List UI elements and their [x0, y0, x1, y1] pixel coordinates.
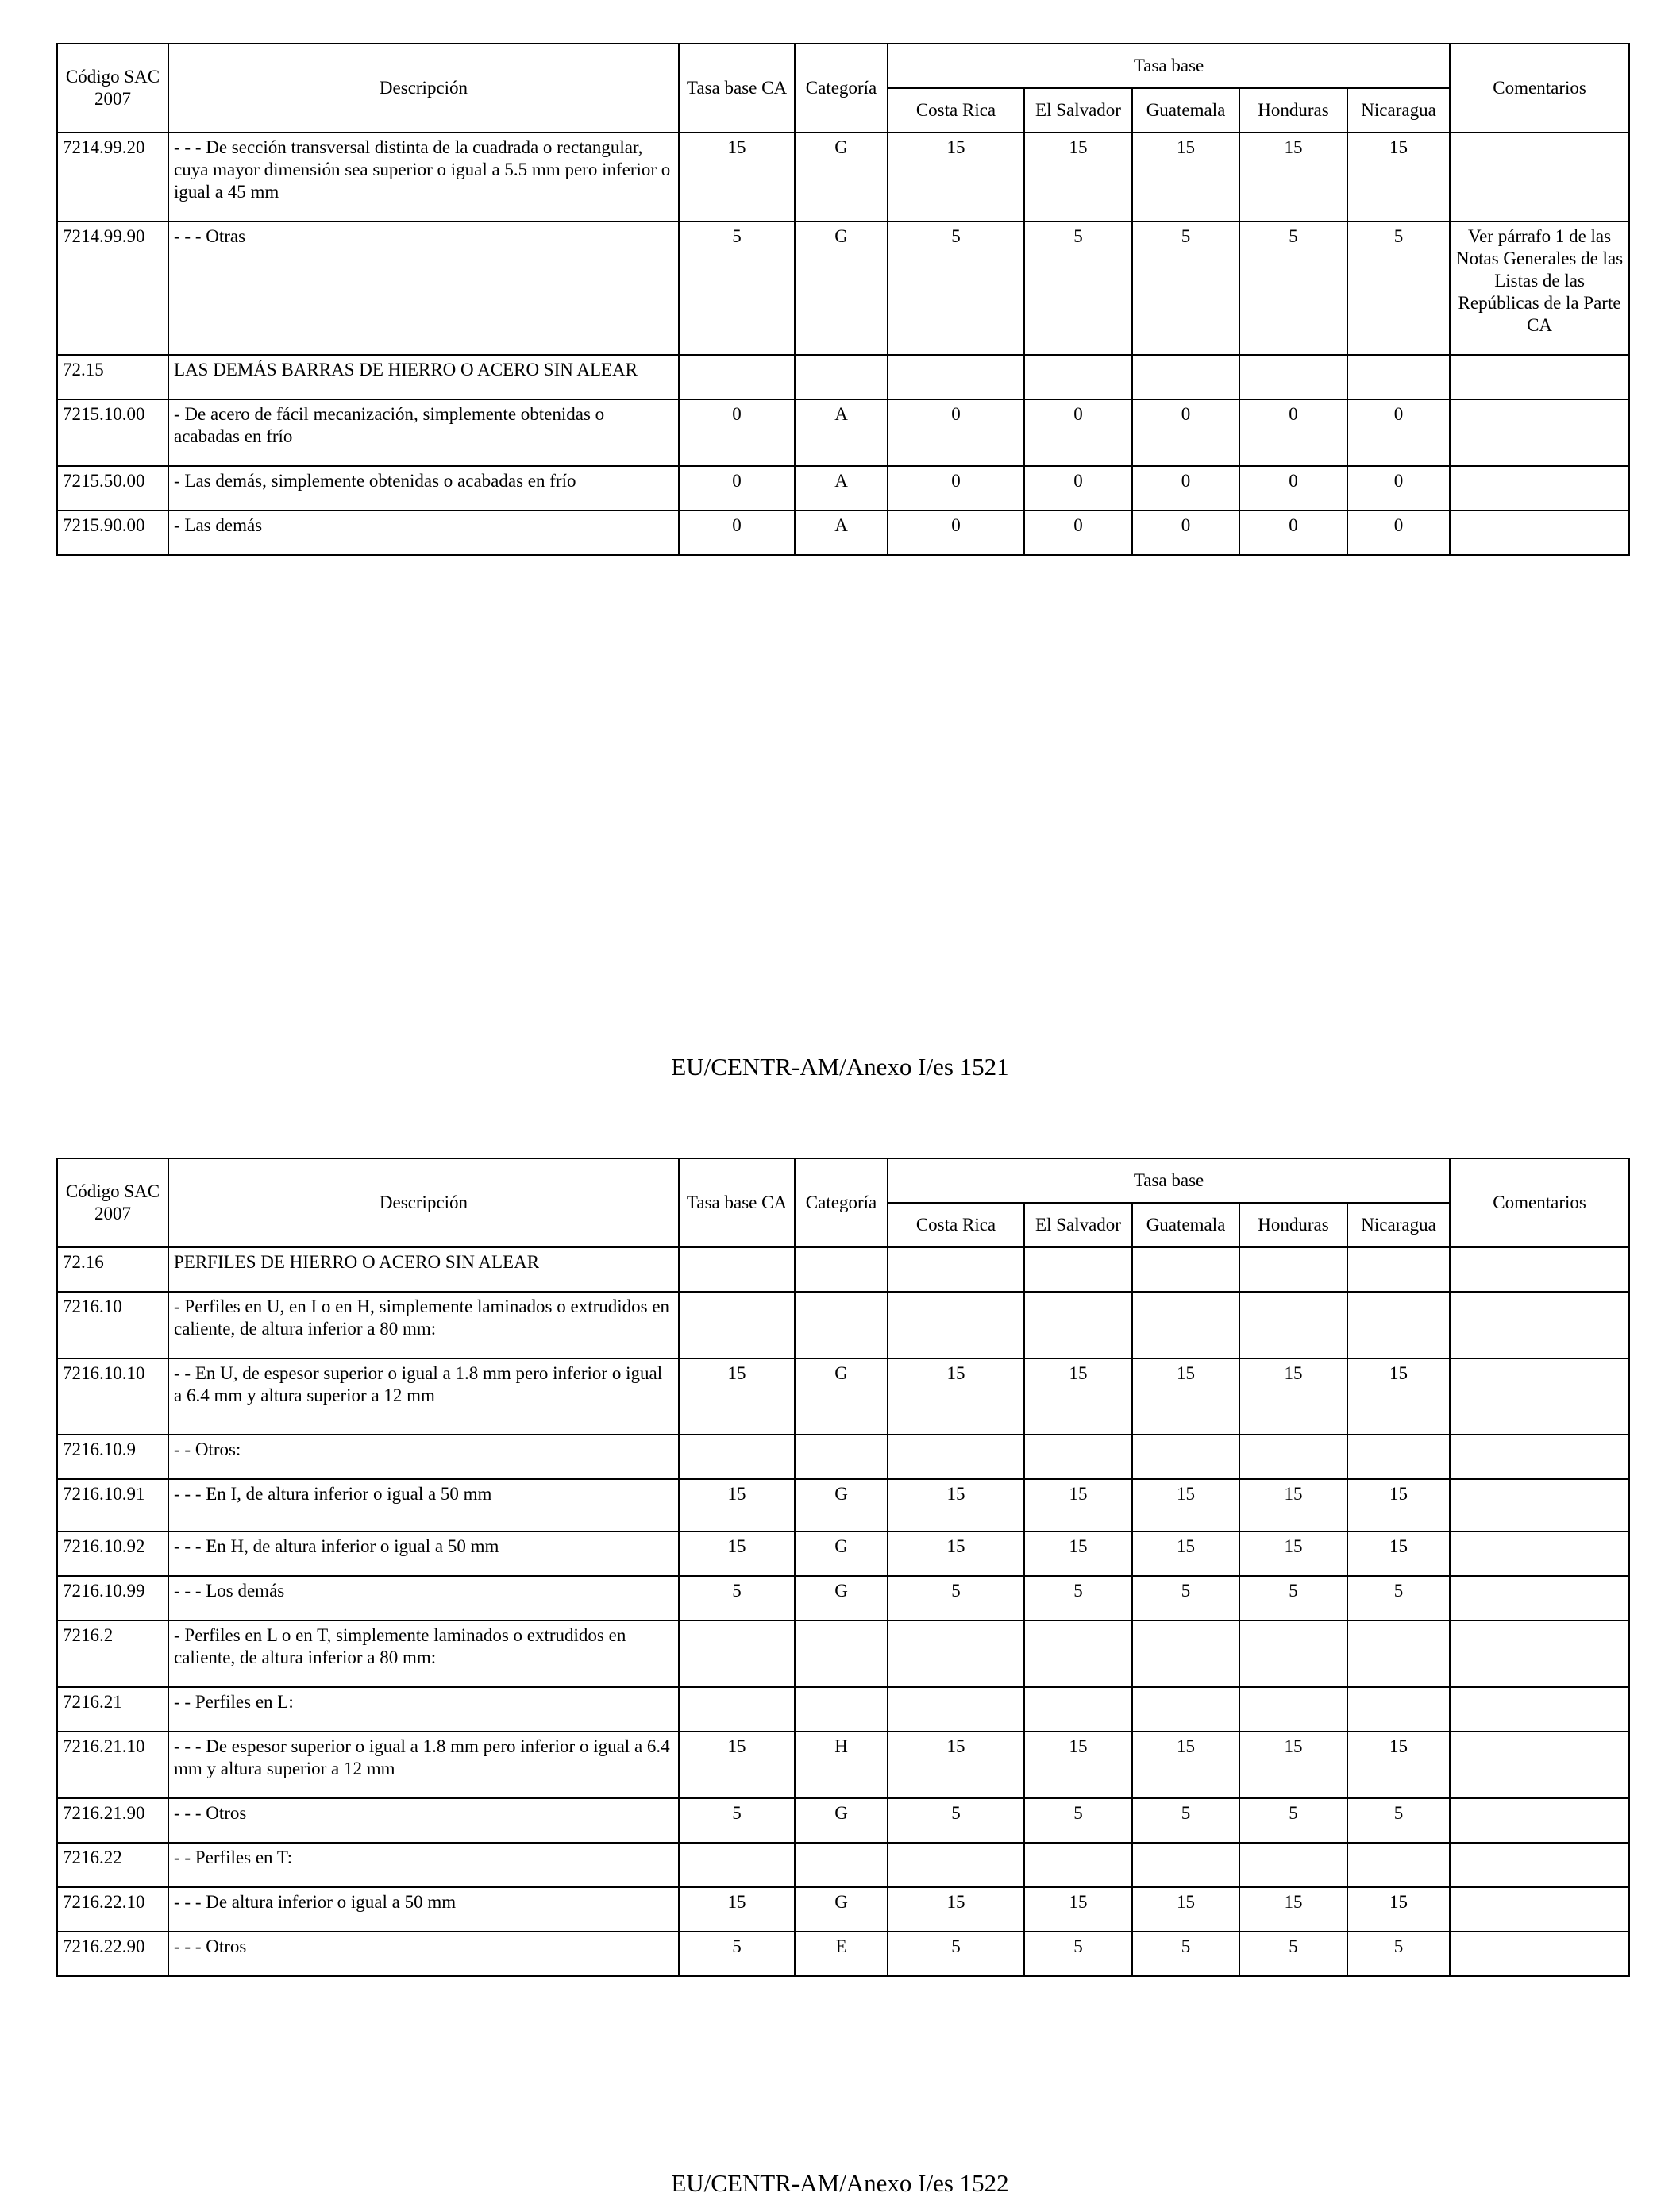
cell-code: 7214.99.90	[57, 222, 168, 355]
cell-category: A	[795, 399, 888, 466]
cell-category: G	[795, 1576, 888, 1620]
cell-comment	[1450, 1620, 1629, 1687]
cell-el-salvador: 5	[1024, 1932, 1132, 1976]
cell-honduras: 0	[1239, 466, 1347, 511]
cell-el-salvador	[1024, 1687, 1132, 1732]
cell-comment	[1450, 1932, 1629, 1976]
cell-guatemala: 0	[1132, 511, 1239, 555]
cell-guatemala	[1132, 355, 1239, 399]
cell-guatemala: 0	[1132, 466, 1239, 511]
cell-rate-ca: 5	[679, 1798, 795, 1843]
cell-guatemala: 5	[1132, 1932, 1239, 1976]
cell-nicaragua: 15	[1347, 1479, 1450, 1532]
header-code: Código SAC 2007	[57, 1158, 168, 1247]
cell-description: - - Perfiles en T:	[168, 1843, 679, 1887]
header-country-el-salvador: El Salvador	[1024, 88, 1132, 133]
cell-comment	[1450, 1687, 1629, 1732]
cell-el-salvador: 15	[1024, 1358, 1132, 1435]
cell-rate-ca: 15	[679, 1887, 795, 1932]
cell-code: 7216.21.10	[57, 1732, 168, 1798]
header-country-guatemala: Guatemala	[1132, 88, 1239, 133]
cell-el-salvador	[1024, 1247, 1132, 1292]
table-row	[57, 1532, 1629, 1576]
cell-honduras: 15	[1239, 1887, 1347, 1932]
header-country-guatemala: Guatemala	[1132, 1203, 1239, 1247]
table-body	[57, 1247, 1629, 1976]
cell-guatemala: 5	[1132, 222, 1239, 355]
table-row	[57, 133, 1629, 222]
cell-description: - - - Otros	[168, 1798, 679, 1843]
cell-costa-rica: 5	[888, 1576, 1024, 1620]
cell-nicaragua	[1347, 1292, 1450, 1358]
table-row	[57, 511, 1629, 555]
cell-code: 7216.10.91	[57, 1479, 168, 1532]
cell-guatemala	[1132, 1843, 1239, 1887]
cell-rate-ca: 15	[679, 133, 795, 222]
cell-code: 7216.22.90	[57, 1932, 168, 1976]
cell-code: 7216.10.10	[57, 1358, 168, 1435]
cell-rate-ca: 5	[679, 1932, 795, 1976]
cell-code: 7215.90.00	[57, 511, 168, 555]
cell-honduras: 15	[1239, 133, 1347, 222]
cell-description: - Perfiles en L o en T, simplemente laminados o extrudidos en caliente, de altura inferior a 80 mm:	[168, 1620, 679, 1687]
cell-rate-ca	[679, 1435, 795, 1479]
cell-description: - - - En I, de altura inferior o igual a 50 mm	[168, 1479, 679, 1532]
cell-el-salvador	[1024, 355, 1132, 399]
cell-category: G	[795, 1798, 888, 1843]
cell-description: - - - De espesor superior o igual a 1.8 mm pero inferior o igual a 6.4 mm y altura superior a 12 mm	[168, 1732, 679, 1798]
table-row	[57, 1887, 1629, 1932]
table-row	[57, 399, 1629, 466]
cell-el-salvador: 15	[1024, 1732, 1132, 1798]
cell-el-salvador	[1024, 1292, 1132, 1358]
cell-comment	[1450, 133, 1629, 222]
cell-description: - - - Los demás	[168, 1576, 679, 1620]
cell-rate-ca	[679, 1292, 795, 1358]
cell-honduras: 5	[1239, 1932, 1347, 1976]
cell-rate-ca: 0	[679, 466, 795, 511]
cell-nicaragua	[1347, 1843, 1450, 1887]
cell-comment	[1450, 1798, 1629, 1843]
cell-rate-ca	[679, 1247, 795, 1292]
cell-guatemala: 15	[1132, 133, 1239, 222]
header-comments: Comentarios	[1450, 1158, 1629, 1247]
cell-code: 7216.10.9	[57, 1435, 168, 1479]
cell-comment	[1450, 1887, 1629, 1932]
table-row	[57, 222, 1629, 355]
table-row	[57, 1732, 1629, 1798]
cell-honduras	[1239, 1687, 1347, 1732]
cell-rate-ca: 5	[679, 222, 795, 355]
cell-nicaragua: 5	[1347, 1798, 1450, 1843]
cell-guatemala: 15	[1132, 1887, 1239, 1932]
cell-el-salvador: 15	[1024, 1479, 1132, 1532]
cell-code: 72.16	[57, 1247, 168, 1292]
cell-nicaragua	[1347, 1620, 1450, 1687]
table-row	[57, 1620, 1629, 1687]
header-base-rate: Tasa base	[888, 44, 1450, 88]
cell-nicaragua	[1347, 1687, 1450, 1732]
cell-honduras: 15	[1239, 1532, 1347, 1576]
cell-code: 7215.10.00	[57, 399, 168, 466]
cell-el-salvador	[1024, 1435, 1132, 1479]
cell-comment	[1450, 399, 1629, 466]
cell-nicaragua	[1347, 355, 1450, 399]
cell-costa-rica	[888, 1247, 1024, 1292]
cell-el-salvador: 15	[1024, 1887, 1132, 1932]
cell-description: - - - Otros	[168, 1932, 679, 1976]
cell-category	[795, 1292, 888, 1358]
cell-el-salvador: 15	[1024, 133, 1132, 222]
header-comments: Comentarios	[1450, 44, 1629, 133]
cell-costa-rica	[888, 1435, 1024, 1479]
cell-costa-rica: 15	[888, 1532, 1024, 1576]
cell-costa-rica: 15	[888, 1358, 1024, 1435]
header-country-nicaragua: Nicaragua	[1347, 88, 1450, 133]
cell-nicaragua: 15	[1347, 1358, 1450, 1435]
table-row	[57, 1576, 1629, 1620]
cell-nicaragua: 0	[1347, 511, 1450, 555]
cell-category	[795, 1435, 888, 1479]
cell-el-salvador	[1024, 1843, 1132, 1887]
header-description: Descripción	[168, 1158, 679, 1247]
cell-costa-rica: 5	[888, 1932, 1024, 1976]
cell-guatemala: 15	[1132, 1358, 1239, 1435]
header-country-honduras: Honduras	[1239, 1203, 1347, 1247]
cell-guatemala: 5	[1132, 1576, 1239, 1620]
cell-rate-ca	[679, 1687, 795, 1732]
cell-honduras	[1239, 1435, 1347, 1479]
cell-honduras: 5	[1239, 1798, 1347, 1843]
cell-comment	[1450, 1576, 1629, 1620]
cell-code: 72.15	[57, 355, 168, 399]
cell-guatemala: 15	[1132, 1532, 1239, 1576]
cell-rate-ca: 15	[679, 1732, 795, 1798]
header-description: Descripción	[168, 44, 679, 133]
cell-description: - - - Otras	[168, 222, 679, 355]
cell-nicaragua	[1347, 1435, 1450, 1479]
tariff-table-page-1522	[56, 1158, 1630, 1977]
cell-honduras	[1239, 1620, 1347, 1687]
cell-description: - Perfiles en U, en I o en H, simplemente laminados o extrudidos en caliente, de altura inferior a 80 mm:	[168, 1292, 679, 1358]
table-row	[57, 1292, 1629, 1358]
cell-comment	[1450, 1843, 1629, 1887]
cell-category: G	[795, 1358, 888, 1435]
header-code: Código SAC 2007	[57, 44, 168, 133]
cell-costa-rica	[888, 1843, 1024, 1887]
header-country-el-salvador: El Salvador	[1024, 1203, 1132, 1247]
cell-category: G	[795, 1532, 888, 1576]
cell-code: 7214.99.20	[57, 133, 168, 222]
cell-honduras: 15	[1239, 1732, 1347, 1798]
header-category: Categoría	[795, 44, 888, 133]
cell-code: 7216.10.92	[57, 1532, 168, 1576]
table-row	[57, 1932, 1629, 1976]
cell-costa-rica	[888, 1687, 1024, 1732]
cell-el-salvador: 0	[1024, 511, 1132, 555]
cell-nicaragua: 5	[1347, 222, 1450, 355]
cell-category	[795, 1620, 888, 1687]
cell-el-salvador: 0	[1024, 399, 1132, 466]
cell-code: 7216.10.99	[57, 1576, 168, 1620]
cell-guatemala	[1132, 1620, 1239, 1687]
cell-category	[795, 1247, 888, 1292]
cell-costa-rica: 15	[888, 1887, 1024, 1932]
table-row	[57, 1435, 1629, 1479]
cell-el-salvador: 5	[1024, 1576, 1132, 1620]
cell-comment	[1450, 1532, 1629, 1576]
cell-code: 7216.2	[57, 1620, 168, 1687]
cell-rate-ca: 0	[679, 399, 795, 466]
header-category: Categoría	[795, 1158, 888, 1247]
cell-rate-ca: 15	[679, 1358, 795, 1435]
cell-description: - - En U, de espesor superior o igual a 1.8 mm pero inferior o igual a 6.4 mm y altura superior a 12 mm	[168, 1358, 679, 1435]
cell-comment	[1450, 1247, 1629, 1292]
cell-costa-rica: 0	[888, 511, 1024, 555]
cell-honduras: 15	[1239, 1358, 1347, 1435]
cell-honduras	[1239, 1247, 1347, 1292]
cell-rate-ca: 5	[679, 1576, 795, 1620]
cell-guatemala: 5	[1132, 1798, 1239, 1843]
cell-nicaragua: 15	[1347, 1732, 1450, 1798]
tariff-table-page-1521	[56, 43, 1630, 556]
cell-costa-rica	[888, 1620, 1024, 1687]
table-row	[57, 1687, 1629, 1732]
cell-comment	[1450, 511, 1629, 555]
cell-description: - - - De sección transversal distinta de la cuadrada o rectangular, cuya mayor dimensión sea superior o igual a 5.5 mm pero inferior o igual a 45 mm	[168, 133, 679, 222]
cell-honduras: 5	[1239, 1576, 1347, 1620]
cell-nicaragua: 0	[1347, 399, 1450, 466]
cell-guatemala	[1132, 1687, 1239, 1732]
cell-costa-rica: 15	[888, 1479, 1024, 1532]
cell-guatemala: 15	[1132, 1732, 1239, 1798]
cell-costa-rica: 0	[888, 466, 1024, 511]
header-rate-ca: Tasa base CA	[679, 1158, 795, 1247]
cell-code: 7215.50.00	[57, 466, 168, 511]
page-footer: EU/CENTR-AM/Anexo I/es 1521	[671, 1053, 1009, 1081]
cell-el-salvador: 15	[1024, 1532, 1132, 1576]
cell-el-salvador: 0	[1024, 466, 1132, 511]
cell-description: - - - En H, de altura inferior o igual a 50 mm	[168, 1532, 679, 1576]
cell-el-salvador	[1024, 1620, 1132, 1687]
table-row	[57, 466, 1629, 511]
table-row	[57, 1247, 1629, 1292]
cell-comment	[1450, 1358, 1629, 1435]
cell-costa-rica: 5	[888, 222, 1024, 355]
cell-comment: Ver párrafo 1 de las Notas Generales de las Listas de las Repúblicas de la Parte CA	[1450, 222, 1629, 355]
cell-code: 7216.22.10	[57, 1887, 168, 1932]
cell-rate-ca	[679, 355, 795, 399]
cell-description: - De acero de fácil mecanización, simplemente obtenidas o acabadas en frío	[168, 399, 679, 466]
cell-honduras	[1239, 355, 1347, 399]
cell-code: 7216.21	[57, 1687, 168, 1732]
cell-nicaragua	[1347, 1247, 1450, 1292]
cell-category: H	[795, 1732, 888, 1798]
cell-description: - - Perfiles en L:	[168, 1687, 679, 1732]
cell-nicaragua: 5	[1347, 1576, 1450, 1620]
cell-description: PERFILES DE HIERRO O ACERO SIN ALEAR	[168, 1247, 679, 1292]
cell-el-salvador: 5	[1024, 1798, 1132, 1843]
cell-description: - Las demás, simplemente obtenidas o acabadas en frío	[168, 466, 679, 511]
cell-rate-ca: 15	[679, 1532, 795, 1576]
cell-nicaragua: 15	[1347, 1887, 1450, 1932]
cell-honduras	[1239, 1843, 1347, 1887]
cell-nicaragua: 0	[1347, 466, 1450, 511]
cell-category: G	[795, 1887, 888, 1932]
header-country-costa-rica: Costa Rica	[888, 88, 1024, 133]
cell-code: 7216.22	[57, 1843, 168, 1887]
cell-costa-rica: 5	[888, 1798, 1024, 1843]
cell-honduras: 15	[1239, 1479, 1347, 1532]
cell-guatemala	[1132, 1292, 1239, 1358]
cell-comment	[1450, 1435, 1629, 1479]
cell-costa-rica	[888, 355, 1024, 399]
cell-nicaragua: 15	[1347, 1532, 1450, 1576]
cell-category: G	[795, 133, 888, 222]
cell-honduras: 5	[1239, 222, 1347, 355]
cell-comment	[1450, 1732, 1629, 1798]
cell-guatemala: 0	[1132, 399, 1239, 466]
cell-comment	[1450, 1479, 1629, 1532]
cell-costa-rica	[888, 1292, 1024, 1358]
cell-code: 7216.21.90	[57, 1798, 168, 1843]
cell-rate-ca	[679, 1620, 795, 1687]
table-row	[57, 1798, 1629, 1843]
table-row	[57, 1479, 1629, 1532]
cell-guatemala	[1132, 1435, 1239, 1479]
header-rate-ca: Tasa base CA	[679, 44, 795, 133]
cell-guatemala	[1132, 1247, 1239, 1292]
cell-nicaragua: 5	[1347, 1932, 1450, 1976]
cell-description: - - - De altura inferior o igual a 50 mm	[168, 1887, 679, 1932]
cell-category: G	[795, 1479, 888, 1532]
cell-category: G	[795, 222, 888, 355]
cell-honduras: 0	[1239, 511, 1347, 555]
cell-rate-ca: 15	[679, 1479, 795, 1532]
cell-comment	[1450, 355, 1629, 399]
cell-comment	[1450, 1292, 1629, 1358]
table-row	[57, 355, 1629, 399]
cell-costa-rica: 15	[888, 133, 1024, 222]
cell-category	[795, 1687, 888, 1732]
cell-category: A	[795, 466, 888, 511]
cell-code: 7216.10	[57, 1292, 168, 1358]
cell-description: LAS DEMÁS BARRAS DE HIERRO O ACERO SIN ALEAR	[168, 355, 679, 399]
cell-costa-rica: 0	[888, 399, 1024, 466]
cell-comment	[1450, 466, 1629, 511]
cell-el-salvador: 5	[1024, 222, 1132, 355]
cell-rate-ca	[679, 1843, 795, 1887]
cell-description: - Las demás	[168, 511, 679, 555]
header-country-costa-rica: Costa Rica	[888, 1203, 1024, 1247]
cell-category: A	[795, 511, 888, 555]
cell-rate-ca: 0	[679, 511, 795, 555]
table-body	[57, 133, 1629, 555]
cell-nicaragua: 15	[1347, 133, 1450, 222]
cell-honduras: 0	[1239, 399, 1347, 466]
header-base-rate: Tasa base	[888, 1158, 1450, 1203]
cell-category: E	[795, 1932, 888, 1976]
table-row	[57, 1843, 1629, 1887]
cell-description: - - Otros:	[168, 1435, 679, 1479]
header-country-honduras: Honduras	[1239, 88, 1347, 133]
page-footer: EU/CENTR-AM/Anexo I/es 1522	[671, 2169, 1009, 2197]
cell-honduras	[1239, 1292, 1347, 1358]
cell-costa-rica: 15	[888, 1732, 1024, 1798]
cell-guatemala: 15	[1132, 1479, 1239, 1532]
header-country-nicaragua: Nicaragua	[1347, 1203, 1450, 1247]
cell-category	[795, 355, 888, 399]
table-row	[57, 1358, 1629, 1435]
cell-category	[795, 1843, 888, 1887]
